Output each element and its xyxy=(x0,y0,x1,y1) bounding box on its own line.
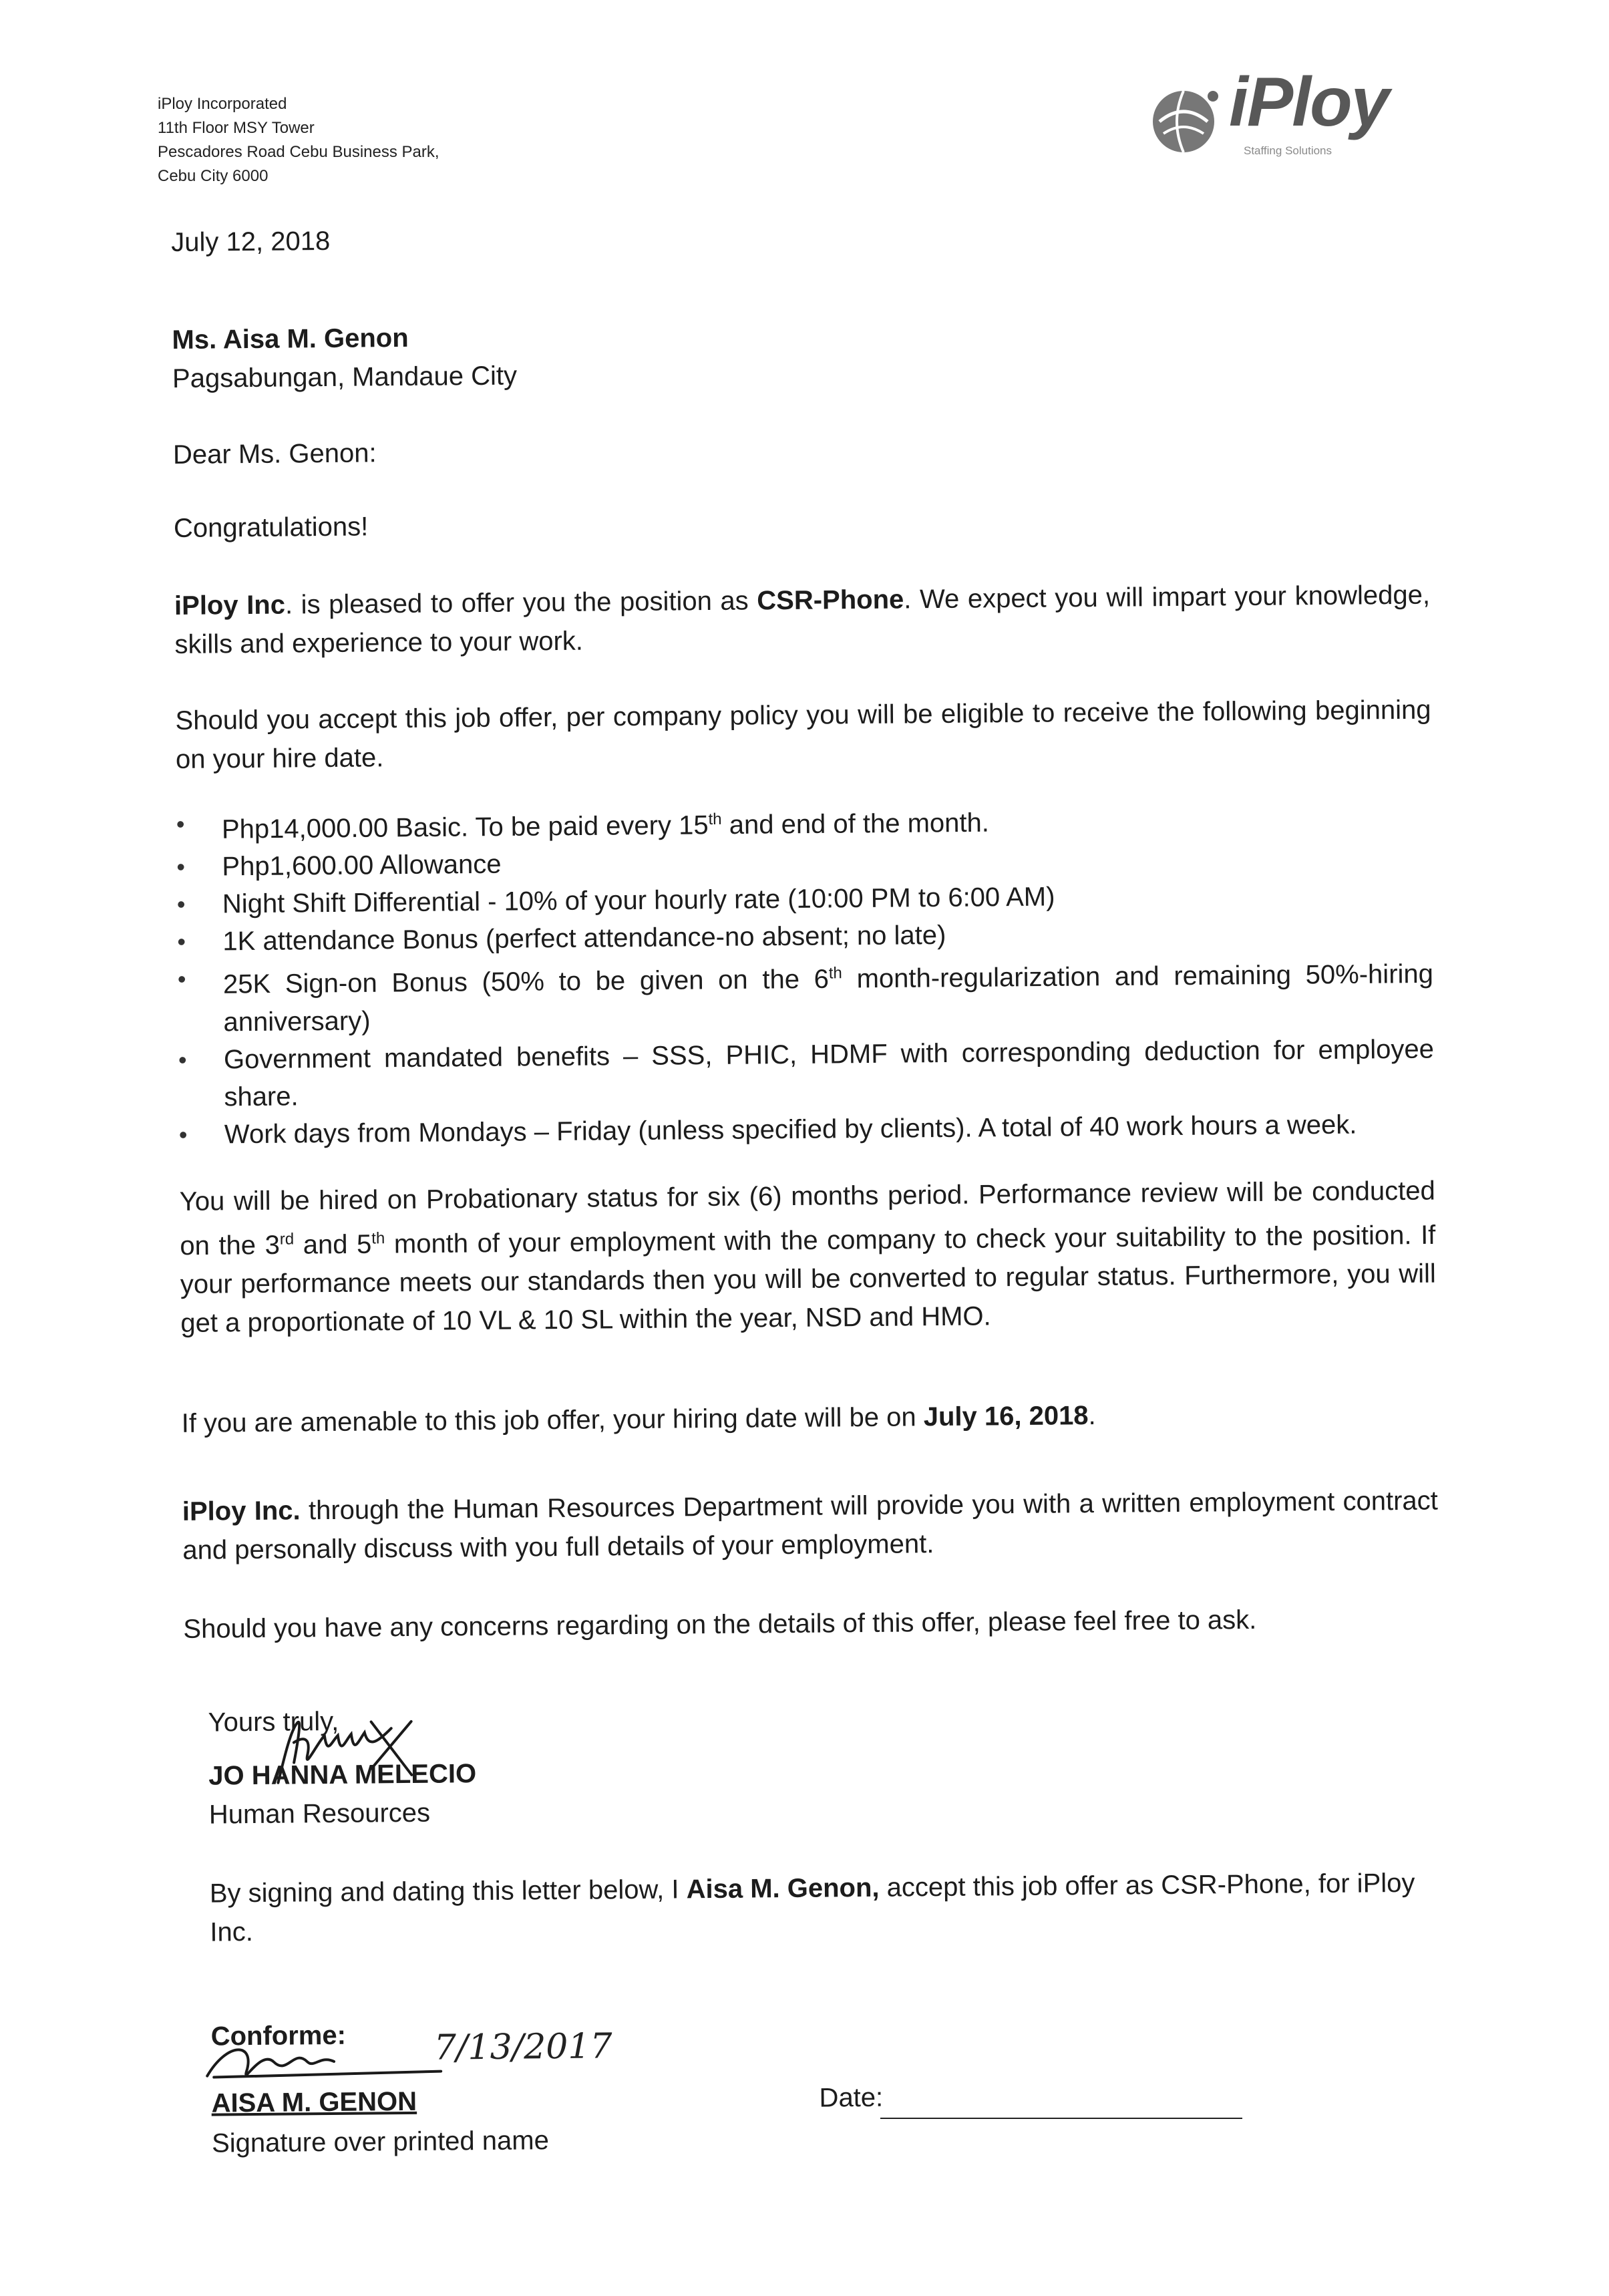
globe-logo-icon xyxy=(1143,81,1224,162)
conforme-label: Conforme: xyxy=(210,2020,347,2052)
employee-name: AISA M. GENON xyxy=(211,2086,417,2118)
benefit-government: • Government mandated benefits – SSS, PHIC, HDMF with corresponding deduction for employee share. xyxy=(178,1030,1435,1116)
iploy-logo xyxy=(1143,63,1424,172)
signatory-name: JO HANNA MELECIO xyxy=(208,1759,477,1791)
benefit-sign-on-text: 25K Sign-on Bonus (50% to be given on the 6 xyxy=(222,965,830,1000)
benefit-sign-on-end: month-regularization and remaining 50%-hiring anniversary) xyxy=(223,959,1434,1037)
benefit-work-days: • Work days from Mondays – Friday (unless specified by clients). A total of 40 work hours a week. xyxy=(179,1105,1435,1153)
benefit-attendance-bonus: • 1K attendance Bonus (perfect attendance-no absent; no late) xyxy=(177,913,1433,961)
letter-body xyxy=(171,209,1440,2158)
probation-sup-2: th xyxy=(371,1229,385,1248)
contract-paragraph xyxy=(182,1482,1439,1570)
company-name: iPloy Incorporated xyxy=(158,95,287,113)
letter-date: July 12, 2018 xyxy=(171,226,331,257)
probation-sup-1: rd xyxy=(279,1230,295,1249)
benefit-basic-pay-end: and end of the month. xyxy=(721,808,990,840)
acceptance-paragraph xyxy=(210,1863,1466,1951)
benefit-sign-on-bonus xyxy=(178,950,1434,1041)
recipient-address: Pagsabungan, Mandaue City xyxy=(172,361,518,393)
contract-company: iPloy Inc. xyxy=(182,1496,301,1526)
hiring-end: . xyxy=(1088,1400,1096,1431)
signatory-title: Human Resources xyxy=(208,1798,431,1830)
company-floor: 11th Floor MSY Tower xyxy=(158,119,315,137)
offer-text-1: . is pleased to offer you the position as xyxy=(285,586,757,620)
benefits-list xyxy=(176,795,1435,1154)
handwritten-date: 7/13/2017 xyxy=(433,2026,612,2068)
acceptance-name: Aisa M. Genon, xyxy=(686,1872,880,1905)
offer-position: CSR-Phone xyxy=(757,585,904,616)
benefit-basic-pay-sup: th xyxy=(708,810,722,829)
benefit-sign-on-sup: th xyxy=(828,964,842,983)
salutation: Dear Ms. Genon: xyxy=(172,438,377,470)
hiring-date-paragraph xyxy=(181,1396,1095,1443)
company-address xyxy=(158,92,439,188)
contract-text: through the Human Resources Department will provide you with a written employment contract and personally discuss with you full details of your employment. xyxy=(182,1486,1438,1565)
probation-paragraph xyxy=(180,1172,1437,1343)
congratulations: Congratulations! xyxy=(173,512,369,543)
probation-text-2: and 5 xyxy=(294,1229,372,1260)
hiring-date: July 16, 2018 xyxy=(923,1401,1089,1432)
recipient-name: Ms. Aisa M. Genon xyxy=(172,323,409,355)
benefit-allowance: • Php1,600.00 Allowance xyxy=(176,838,1432,886)
probation-text-1: You will be hired on Probationary status for six (6) months period. Performance review will be conducted on the 3 xyxy=(179,1176,1435,1261)
offer-paragraph xyxy=(174,576,1431,664)
company-street: Pescadores Road Cebu Business Park, xyxy=(158,143,439,161)
company-city: Cebu City 6000 xyxy=(158,167,269,185)
hiring-text: If you are amenable to this job offer, your hiring date will be on xyxy=(181,1402,924,1438)
logo-tagline: Staffing Solutions xyxy=(1244,144,1332,157)
closing: Yours truly, xyxy=(208,1706,339,1738)
acceptance-text-2: accept this job offer as CSR-Phone, for iPloy Inc. xyxy=(210,1868,1415,1947)
signature-caption: Signature over printed name xyxy=(211,2126,550,2158)
benefit-basic-pay-text: Php14,000.00 Basic. To be paid every 15 xyxy=(221,810,709,844)
acceptance-text-1: By signing and dating this letter below, I xyxy=(209,1874,687,1909)
logo-wordmark: iPloy xyxy=(1229,63,1389,141)
eligibility-paragraph: Should you accept this job offer, per company policy you will be eligible to receive the following beginning on your hire date. xyxy=(175,695,1431,774)
benefit-night-shift: • Night Shift Differential - 10% of your hourly rate (10:00 PM to 6:00 AM) xyxy=(177,875,1433,923)
offer-company: iPloy Inc xyxy=(174,590,286,621)
offer-text-2: . We expect you will impart your knowledge, skills and experience to your work. xyxy=(174,580,1431,659)
date-label: Date: xyxy=(819,2082,884,2113)
concerns-paragraph: Should you have any concerns regarding on the details of this offer, please feel free to ask. xyxy=(183,1605,1257,1644)
date-blank-line xyxy=(880,2118,1242,2119)
probation-text-3: month of your employment with the company to check your suitability to the position. If your performance meets our standards then you will be converted to regular status. Furthermore, you will get a proportionate of 10 VL & 10 SL within the year, NSD and HMO. xyxy=(180,1220,1437,1339)
